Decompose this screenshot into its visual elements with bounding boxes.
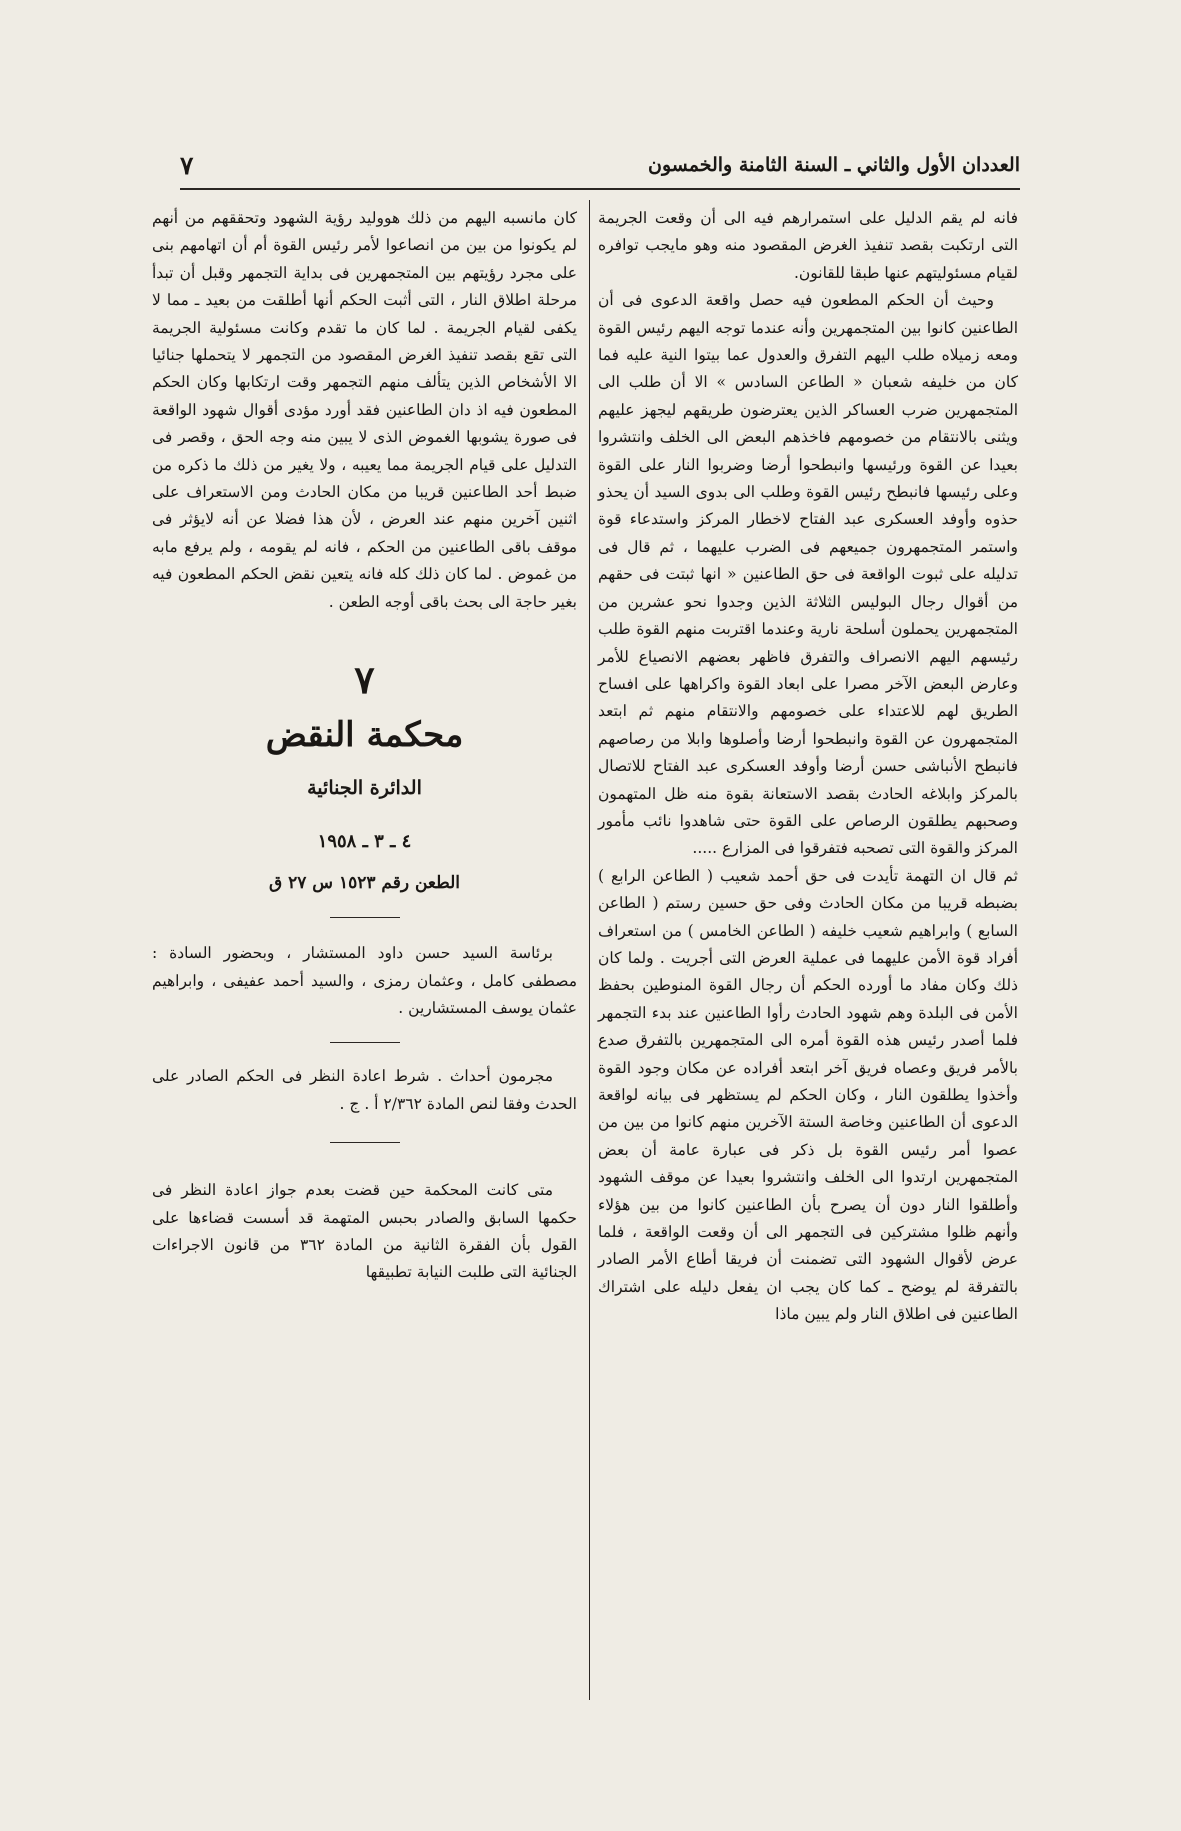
page-number: ٧ xyxy=(180,150,194,180)
running-header xyxy=(180,142,1020,190)
ruling-number: ٧ xyxy=(354,657,375,703)
ruling-summary: متى كانت المحكمة حين قضت بعدم جواز اعادة النظر فى حكمها السابق والصادر بحبس المتهمة قد أسست قضاءها على القول بأن الفقرة الثانية من المادة ٣٦٢ من قانون الاجراءات الجنائية التى طلبت النيابة تطبيقها xyxy=(152,1181,577,1282)
chamber-name: الدائرة الجنائية xyxy=(307,776,422,799)
separator-rule xyxy=(330,917,400,918)
appeal-number: الطعن رقم ١٥٢٣ س ٢٧ ق xyxy=(269,872,460,893)
paragraph: وحيث أن الحكم المطعون فيه حصل واقعة الدعوى فى أن الطاعنين كانوا بين المتجمهرين وأنه عندما توجه اليهم رئيس القوة ومعه زميلاه طلب اليهم التفرق والعدول عما بيتوا النية عليه فما كان من خليفه شعبان « الطاعن السادس » الا أن طلب الى المتجمهرين ضرب العساكر الذين يعترضون طريقهم ليجهز عليهم ويثنى بالانتقام من خصومهم فاخذهم البعض الى الخلف وانتشروا بعيدا عن القوة ورئيسها وانبطحوا أرضا وضربوا النار على القوة وعلى رئيسها فانبطح رئيس القوة وطلب الى بدوى السيد أن يحذو حذوه وأوفد العسكرى عبد الفتاح لاخطار المركز واستدعاء قوة واستمر المتجمهرون جميعهم فى الضرب عليهما ، ثم قال فى تدليله على ثبوت الواقعة فى حق الطاعنين « انها ثبتت فى حقهم من أقوال رجال البوليس الثلاثة الذين وجدوا نحو عشرين من المتجمهرين يحملون أسلحة نارية وعندما اقتربت منهم القوة طلب رئيسهم اليهم الانصراف والتفرق فاظهر بعضهم الانصياع للأمر وعارض البعض الآخر مصرا على ابعاد القوة واكراهها على افساح الطريق لهم للاعتداء على خصومهم والانتقام منهم ثم ابتعد المتجمهرون عن القوة وانبطحوا أرضا وأصلوها وابلا من رصاصهم فانبطح الأنباشى حسن أرضا وأوفد العسكرى عبد الفتاح للاتصال بالمركز وابلاغه الحادث بقصد الاستعانة بقوة منه ظل المتهمون وصحبهم يطلقون الرصاص على القوة حتى شاهدوا نائب مأمور المركز والقوة التى تصحبه فتفرقوا فى المزارع ..... xyxy=(598,291,1018,858)
column-divider xyxy=(589,200,590,1700)
paragraph: فانه لم يقم الدليل على استمرارهم فيه الى أن وقعت الجريمة التى ارتكبت بقصد تنفيذ الغرض المقصود منه وهو مايجب توافره لقيام مسئوليتهم عنها طبقا للقانون. xyxy=(598,209,1018,282)
separator-rule xyxy=(330,1042,400,1043)
right-column xyxy=(598,205,1018,1329)
paragraph: كان مانسبه اليهم من ذلك هووليد رؤية الشهود وتحققهم من أنهم لم يكونوا من بين من انصاعوا لأمر رئيس القوة أم أن اتهامهم بنى على مجرد رؤيتهم بين المتجمهرين فى بداية التجمهر وقبل أن تبدأ مرحلة اطلاق النار ، التى أثبت الحكم أنها أطلقت من بعيد ـ مما لا يكفى لقيام الجريمة . لما كان ما تقدم وكانت مسئولية الجريمة التى تقع بقصد تنفيذ الغرض المقصود من التجمهر لا يتحملها جنائيا الا الأشخاص الذين يتألف منهم التجمهر وقت ارتكابها وكان الحكم المطعون فيه اذ دان الطاعنين فقد أورد مؤدى أقوال شهود الواقعة فى صورة يشوبها الغموض الذى لا يبين منه وجه الحق ، وقصر فى التدليل على قيام الجريمة مما يعيبه ، ولا يغير من ذلك ما ذكره من ضبط أحد الطاعنين قريبا من مكان الحادث ومن الاستعراف على اثنين آخرين منهم عند العرض ، لأن هذا فضلا عن أنه لايؤثر فى موقف باقى الطاعنين من الحكم ، فانه لم يقومه ، ولم يرفع مابه من غموض . لما كان ذلك كله فانه يتعين نقض الحكم المطعون فيه بغير حاجة الى بحث باقى أوجه الطعن . xyxy=(152,209,577,611)
separator-rule xyxy=(330,1142,400,1143)
panel-composition: برئاسة السيد حسن داود المستشار ، وبحضور السادة : مصطفى كامل ، وعثمان رمزى ، والسيد أحمد عفيفى ، وابراهيم عثمان يوسف المستشارين . xyxy=(152,944,577,1017)
court-name: محكمة النقض xyxy=(265,714,464,755)
paragraph: ثم قال ان التهمة تأيدت فى حق أحمد شعيب ( الطاعن الرابع ) بضبطه قريبا من مكان الحادث وفى حق حسين رستم ( الطاعن السابع ) وابراهيم شعيب خليفه ( الطاعن الخامس ) من استعراف أفراد قوة الأمن عليهما فى عملية العرض التى أجريت . ولما كان ذلك وكان مفاد ما أورده الحكم أن رجال القوة المنوطين بحفظ الأمن فى البلدة وهم شهود الحادث رأوا الطاعنين عند بدء التجمهر فلما أصدر رئيس هذه القوة أمره الى المتجمهرين بالتفرق صدع بالأمر فريق وعصاه فريق آخر ابتعد أفراده عن مكان وجود القوة وأخذوا يطلقون النار ، وكان الحكم لم يستظهر فى بيانه لواقعة الدعوى أن الطاعنين وخاصة الستة الآخرين منهم كانوا من بين من عصوا أمر رئيس القوة بل ذكر فى عبارة عامة أن بعض المتجمهرين ارتدوا الى الخلف وانتشروا بعيدا عن موقف الشهود وأطلقوا النار دون أن يصرح بأن الطاعنين كانوا من بين هؤلاء وأنهم ظلوا مشتركين فى التجمهر الى أن وقعت الواقعة ، فلما عرض لأقوال الشهود التى تضمنت أن فريقا أطاع الأمر الصادر بالتفرقة لم يوضح ـ كما كان يجب ان يفعل دليله على اشتراك الطاعنين فى اطلاق النار ولم يبين ماذا xyxy=(598,866,1018,1324)
headnote: مجرمون أحداث . شرط اعادة النظر فى الحكم الصادر على الحدث وفقا لنص المادة ٢/٣٦٢ أ . ج . xyxy=(152,1067,577,1113)
ruling-date: ٤ ـ ٣ ـ ١٩٥٨ xyxy=(317,831,412,853)
left-column xyxy=(152,205,577,1287)
running-title: العددان الأول والثاني ـ السنة الثامنة والخمسون xyxy=(648,154,1020,176)
